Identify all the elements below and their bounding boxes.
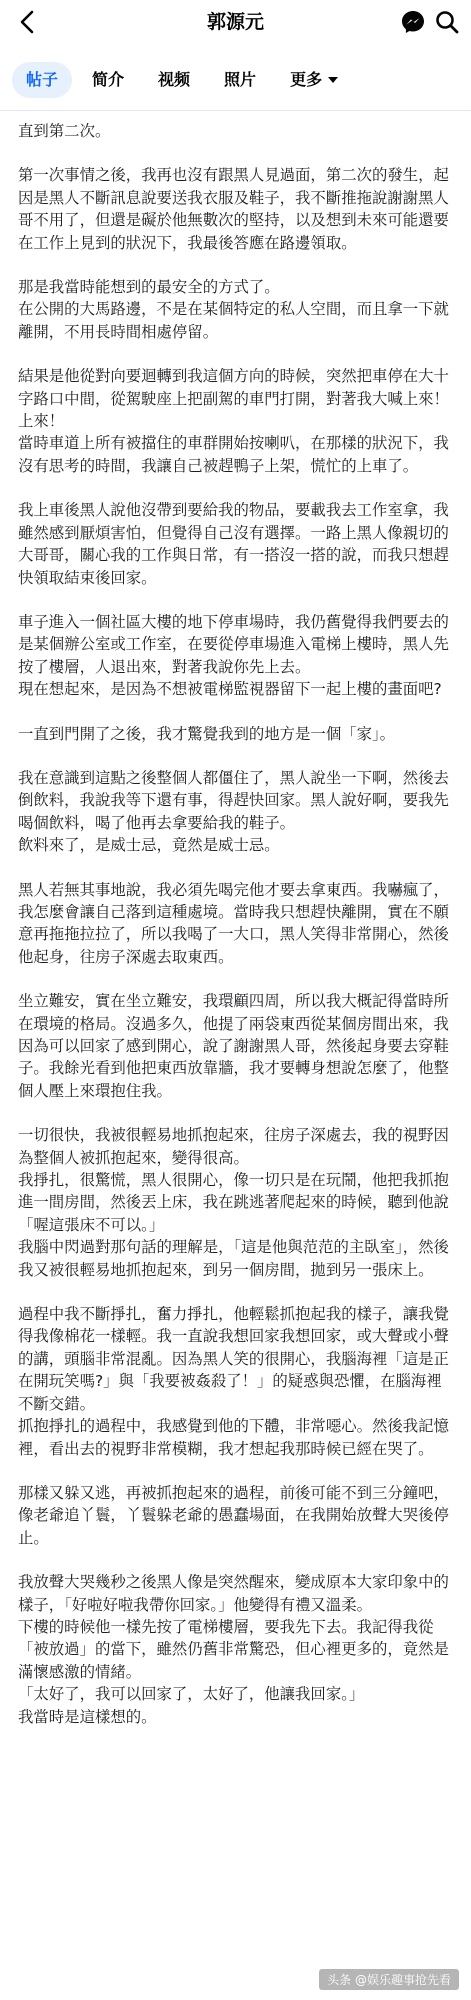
post-line: 一切很快，我被很輕易地抓抱起來，往房子深處去，我的視野因為整個人被抓抱起來，變得很高。: [18, 1126, 449, 1167]
post-line: 車子進入一個社區大樓的地下停車場時，我仍舊覺得我們要去的是某個辦公室或工作室，在要從停車場進入電梯上樓時，黑人先按了樓層，人退出來，對著我說你先上去。: [18, 612, 449, 676]
tab-label: 照片: [224, 70, 257, 89]
tab-about[interactable]: [78, 62, 138, 98]
post-paragraph: [18, 990, 453, 1102]
post-line: 坐立難安，實在坐立難安，我環顧四周，所以我大概記得當時所在環境的格局。沒過多久，他提了兩袋東西從某個房間出來，我因為可以回家了感到開心，說了謝謝黑人哥，然後起身要去穿鞋子。我餘光看到他把東西放靠牆，我才要轉身想說怎麼了，他整個人壓上來環抱住我。: [18, 992, 449, 1100]
divider: [0, 110, 471, 111]
post-line: 我當時是這樣想的。: [18, 1707, 157, 1726]
post-body: [0, 120, 471, 1750]
post-line: 結果是他從對向要迴轉到我這個方向的時候，突然把車停在大十字路口中間，從駕駛座上把副駕的車門打開，對著我大喊上來！上來！: [18, 367, 449, 431]
post-paragraph: [18, 879, 453, 969]
tab-videos[interactable]: [144, 62, 204, 98]
post-line: 那是我當時能想到的最安全的方式了。: [18, 278, 280, 297]
post-line: 飲料來了，是威士忌，竟然是威士忌。: [18, 836, 280, 855]
caret-down-icon: [328, 77, 338, 83]
post-line: 一直到門開了之後，我才驚覺我到的地方是一個「家」。: [18, 724, 396, 743]
tab-photos[interactable]: [210, 62, 270, 98]
top-bar: [0, 0, 471, 44]
tab-label: 帖子: [26, 70, 59, 89]
post-paragraph: [18, 767, 453, 857]
post-line: 直到第二次。: [18, 122, 111, 140]
post-paragraph: [18, 611, 453, 701]
post-line: 抓抱掙扎的過程中，我感覺到他的下體，非常噁心。然後我記憶裡，看出去的視野非常模糊，我才想起我那時候已經在哭了。: [18, 1417, 449, 1458]
post-line: 現在想起來，是因為不想被電梯監視器留下一起上樓的畫面吧?: [18, 680, 442, 699]
post-line: 我腦中閃過對那句話的理解是，「這是他與范范的主臥室」，然後我又被很輕易地抓抱起來，到另一個房間，拋到另一張床上。: [18, 1238, 449, 1279]
post-line: 「太好了，我可以回家了，太好了，他讓我回家。」: [18, 1685, 365, 1704]
post-line: 我在意識到這點之後整個人都僵住了，黑人說坐一下啊，然後去倒飲料，我說我等下還有事，得趕快回家。黑人說好啊，要我先喝個飲料，喝了他再去拿要給我的鞋子。: [18, 768, 449, 832]
post-paragraph: [18, 164, 453, 254]
post-line: 黑人若無其事地說，我必須先喝完他才要去拿東西。我嚇瘋了，我怎麼會讓自己落到這種處境。當時我只想趕快離開，實在不願意再拖拖拉拉了，所以我喝了一大口，黑人笑得非常開心，然後他起身，往房子深處去取東西。: [18, 880, 449, 966]
search-icon[interactable]: [433, 8, 461, 36]
post-line: 過程中我不斷掙扎，奮力掙扎，他輕鬆抓抱起我的樣子，讓我覺得我像棉花一樣輕。我一直說我想回家我想回家，或大聲或小聲的講，頭腦非常混亂。因為黑人笑的很開心，我腦海裡「這是正在開玩笑嗎?」與「我要被姦殺了！」的疑惑與恐懼，在腦海裡不斷交錯。: [18, 1305, 449, 1413]
post-paragraph: [18, 499, 453, 589]
messenger-icon[interactable]: [399, 8, 427, 36]
post-line: 在公開的大馬路邊，不是在某個特定的私人空間，而且拿一下就離開，不用長時間相處停留。: [18, 300, 449, 341]
post-line: 我放聲大哭幾秒之後黑人像是突然醒來，變成原本大家印象中的樣子，「好啦好啦我帶你回家。」他變得有禮又溫柔。: [18, 1573, 449, 1614]
tab-posts[interactable]: [12, 62, 72, 98]
post-paragraph: [18, 365, 453, 477]
post-line: 我上車後黑人說他沒帶到要給我的物品，要載我去工作室拿，我雖然感到厭煩害怕，但覺得自己沒有選擇。一路上黑人像親切的大哥哥，關心我的工作與日常，有一搭沒一搭的說，而我只想趕快領取結束後回家。: [18, 501, 449, 587]
tab-more[interactable]: [276, 62, 352, 98]
post-paragraph: [18, 276, 453, 343]
post-paragraph: [18, 1303, 453, 1460]
post-line: 下樓的時候他一樣先按了電梯樓層，要我先下去。我記得我從「被放過」的當下，雖然仍舊非常驚恐，但心裡更多的，竟然是滿懷感激的情緒。: [18, 1617, 449, 1681]
tab-label: 简介: [92, 70, 125, 89]
tab-label: 视频: [158, 70, 191, 89]
post-line: 第一次事情之後，我再也沒有跟黑人見過面，第二次的發生，起因是黑人不斷訊息說要送我衣服及鞋子，我不斷推拖說謝謝黑人哥不用了，但還是礙於他無數次的堅持，以及想到未來可能還要在工作上見到的狀況下，我最後答應在路邊領取。: [18, 166, 449, 252]
profile-tabs: [0, 58, 471, 102]
post-line: 那樣又躲又逃，再被抓抱起來的過程，前後可能不到三分鐘吧，像老爺追丫鬟，丫鬟躲老爺的愚蠢場面，在我開始放聲大哭後停止。: [18, 1483, 449, 1547]
post-paragraph: [18, 1124, 453, 1281]
page-title: 郭源元: [206, 11, 264, 33]
watermark: 头条 @娱乐趣事抢先看: [319, 1969, 459, 1990]
post-paragraph: [18, 1571, 453, 1728]
post-line: 當時車道上所有被擋住的車群開始按喇叭，在那樣的狀況下，我沒有思考的時間，我讓自己被趕鴨子上架，慌忙的上車了。: [18, 434, 449, 475]
post-line: 我掙扎，很驚慌，黑人很開心，像一切只是在玩鬧，他把我抓抱進一間房間，然後丟上床，我在跳逃著爬起來的時候，聽到他說「喔這張床不可以。」: [18, 1171, 449, 1234]
post-paragraph: [18, 120, 453, 142]
tab-label: 更多: [290, 70, 323, 89]
post-paragraph: [18, 723, 453, 745]
post-paragraph: [18, 1482, 453, 1549]
